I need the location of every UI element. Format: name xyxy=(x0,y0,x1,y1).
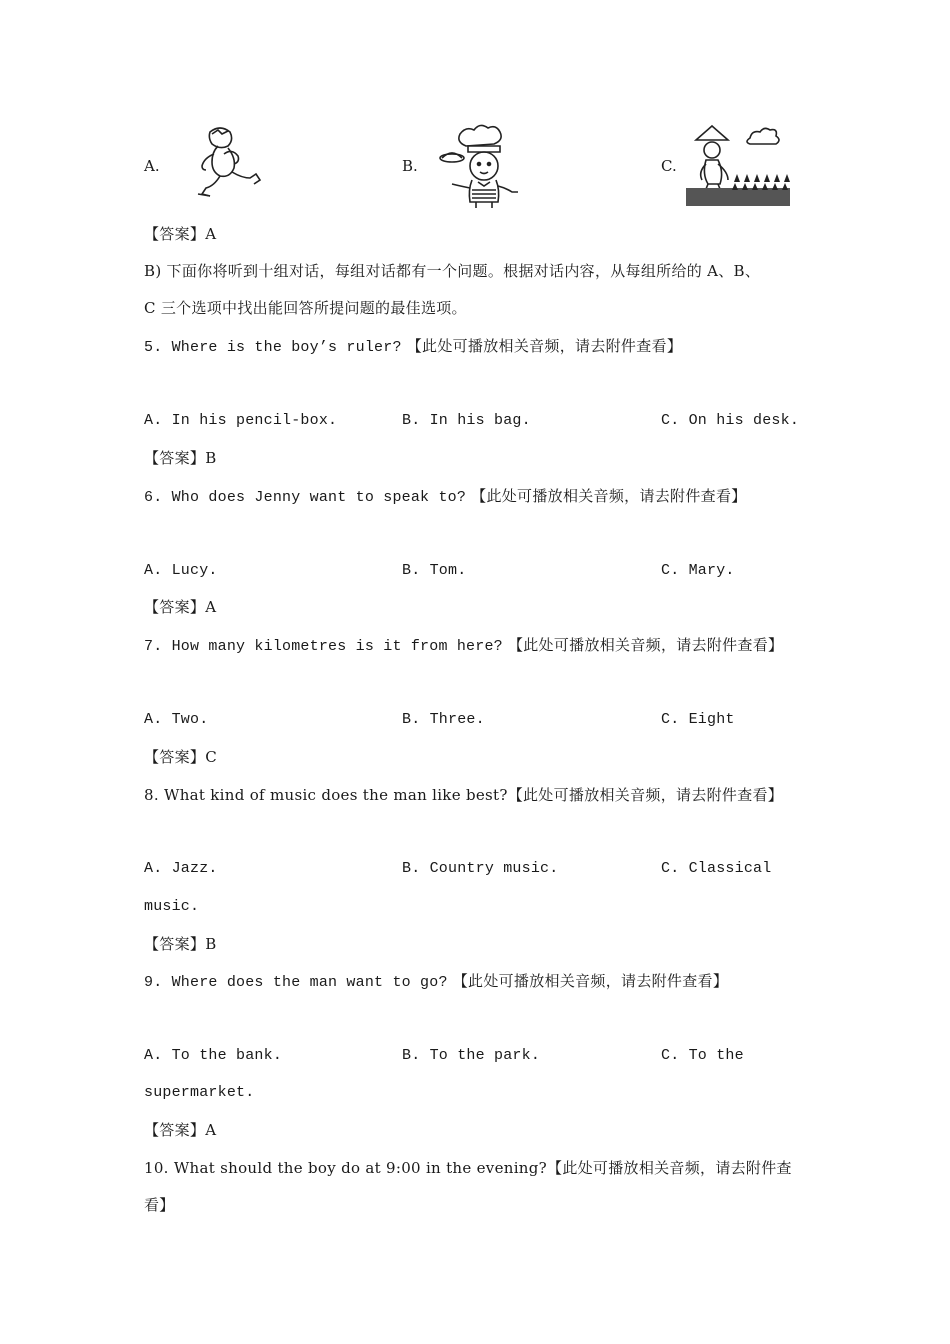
audio-note: 【此处可播放相关音频，请去附件查看】 xyxy=(507,786,784,804)
audio-note: 【此处可播放相关音频，请去附件查看】 xyxy=(406,337,683,355)
option-b: B. In his bag. xyxy=(402,412,531,429)
question-10 xyxy=(144,1158,792,1178)
question-text: 8. What kind of music does the man like best? xyxy=(144,786,508,804)
question-5 xyxy=(144,336,682,358)
question-text: 9. Where does the man want to go? xyxy=(144,974,448,991)
audio-note-part1: 【此处可播放相关音频，请去附件查 xyxy=(547,1159,792,1177)
option-a: A. Jazz. xyxy=(144,860,218,877)
answer-value: B xyxy=(205,449,217,467)
option-c-continuation: supermarket. xyxy=(144,1084,255,1101)
option-c: C. On his desk. xyxy=(661,412,800,429)
answer-value: B xyxy=(205,935,217,953)
answer-prefix: 【答案】 xyxy=(144,449,206,467)
farmer-icon xyxy=(684,122,794,208)
question-text: 10. What should the boy do at 9:00 in the evening? xyxy=(144,1159,548,1177)
picture-option-c-label: C. xyxy=(661,157,677,175)
answer-value: C xyxy=(205,748,217,766)
question-text: 6. Who does Jenny want to speak to? xyxy=(144,489,467,506)
question-6 xyxy=(144,486,747,508)
answer-line xyxy=(144,1120,216,1140)
audio-note: 【此处可播放相关音频，请去附件查看】 xyxy=(507,636,784,654)
question-8 xyxy=(144,785,783,805)
audio-note: 【此处可播放相关音频，请去附件查看】 xyxy=(471,487,747,505)
option-c-continuation: music. xyxy=(144,898,200,915)
answer-value: A xyxy=(205,225,217,243)
option-b: B. Three. xyxy=(402,711,485,728)
answer-value: A xyxy=(205,1121,217,1139)
question-7 xyxy=(144,635,783,657)
option-c: C. Classical xyxy=(661,860,772,877)
question-text: 5. Where is the boy’s ruler? xyxy=(144,339,402,356)
audio-note: 【此处可播放相关音频，请去附件查看】 xyxy=(452,972,729,990)
picture-option-b-label: B. xyxy=(402,157,418,175)
question-text: 7. How many kilometres is it from here? xyxy=(144,638,503,655)
answer-line xyxy=(144,448,217,468)
answer-prefix: 【答案】 xyxy=(144,748,206,766)
answer-line xyxy=(144,597,216,617)
answer-prefix: 【答案】 xyxy=(144,598,206,616)
answer-line xyxy=(144,934,217,954)
chef-icon xyxy=(438,124,528,208)
option-b: B. Tom. xyxy=(402,562,467,579)
answer-prefix: 【答案】 xyxy=(144,225,206,243)
picture-option-a-label: A. xyxy=(144,157,160,175)
question-9 xyxy=(144,971,728,993)
answer-prefix: 【答案】 xyxy=(144,935,206,953)
option-b: B. To the park. xyxy=(402,1047,541,1064)
option-c: C. Eight xyxy=(661,711,735,728)
option-a: A. Two. xyxy=(144,711,209,728)
section-b-instructions-line2: C 三个选项中找出能回答所提问题的最佳选项。 xyxy=(144,299,467,317)
option-a: A. To the bank. xyxy=(144,1047,283,1064)
running-boy-icon xyxy=(188,124,268,208)
option-a: A. In his pencil-box. xyxy=(144,412,338,429)
answer-prefix: 【答案】 xyxy=(144,1121,206,1139)
option-b: B. Country music. xyxy=(402,860,559,877)
section-b-instructions-line1: B) 下面你将听到十组对话，每组对话都有一个问题。根据对话内容，从每组所给的 A、B、 xyxy=(144,262,761,280)
option-c: C. To the xyxy=(661,1047,744,1064)
option-c: C. Mary. xyxy=(661,562,735,579)
answer-value: A xyxy=(205,598,217,616)
answer-line xyxy=(144,747,217,767)
option-a: A. Lucy. xyxy=(144,562,218,579)
answer-line xyxy=(144,224,216,244)
audio-note-part2: 看】 xyxy=(144,1196,175,1214)
